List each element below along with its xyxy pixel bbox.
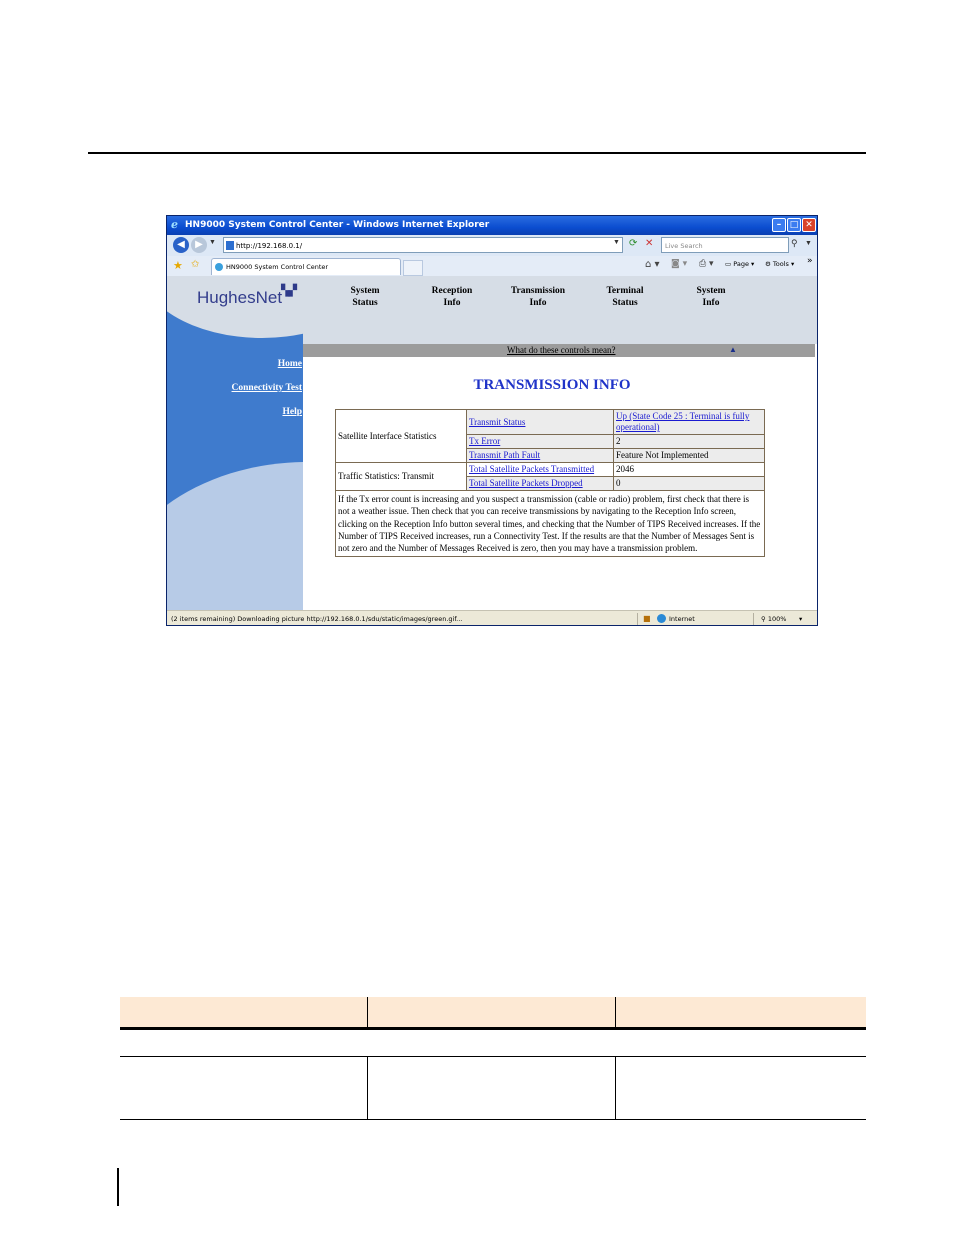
nav-label-line2: Status bbox=[352, 298, 378, 308]
packets-transmitted-link[interactable]: Total Satellite Packets Transmitted bbox=[467, 463, 614, 477]
feeds-icon[interactable]: ◙ ▾ bbox=[671, 259, 688, 269]
doc-table-row-rule bbox=[120, 1056, 866, 1057]
search-placeholder: Live Search bbox=[665, 242, 703, 250]
packets-transmitted-value: 2046 bbox=[614, 463, 765, 477]
stop-icon[interactable]: ✕ bbox=[645, 238, 654, 249]
transmit-status-link[interactable]: Transmit Status bbox=[467, 410, 614, 435]
troubleshooting-note: If the Tx error count is increasing and you suspect a transmission (cable or radio) problem, first check that there is not a weather issue. Then check that you can receive transmissions by navigating to the Reception Info screen, clicking on the Reception Info button several times, and checking that the Number of TIPS Received increases. If the Number of TIPS Received increases, run a Connectivity Test. If the results are that the Number of Messages Sent is not zero and the Number of Messages Received is zero, then you may have a transmission problem. bbox=[336, 491, 765, 557]
tab-page-icon bbox=[215, 263, 223, 271]
hughesnet-logo-mark-icon: ▚▞ bbox=[281, 284, 296, 297]
nav-label-line1: System bbox=[696, 286, 726, 296]
packets-dropped-link[interactable]: Total Satellite Packets Dropped bbox=[467, 477, 614, 491]
sidebar-bottom-curve bbox=[167, 462, 303, 610]
security-zone-label: Internet bbox=[669, 615, 695, 623]
status-divider bbox=[753, 613, 754, 626]
nav-label-line1: System bbox=[350, 286, 380, 296]
doc-table-header bbox=[120, 997, 866, 1027]
nav-label-line2: Info bbox=[529, 298, 547, 308]
page-icon bbox=[226, 241, 234, 250]
controls-help-link[interactable]: What do these controls mean? bbox=[507, 345, 616, 355]
transmission-info-table bbox=[335, 409, 765, 557]
doc-table-header-rule bbox=[120, 1027, 866, 1030]
tools-menu-label: Tools bbox=[772, 260, 789, 268]
group-label-traffic: Traffic Statistics: Transmit bbox=[336, 463, 467, 491]
toolbar-overflow-button[interactable]: » bbox=[807, 256, 813, 266]
maximize-button[interactable]: □ bbox=[787, 218, 801, 232]
ie-logo-icon: ℯ bbox=[171, 218, 178, 231]
table-row bbox=[336, 463, 765, 477]
nav-terminal-status[interactable] bbox=[601, 285, 649, 309]
nav-reception-info[interactable] bbox=[427, 285, 477, 309]
search-icon[interactable]: ⚲ bbox=[791, 238, 798, 248]
nav-label-line2: Info bbox=[443, 298, 461, 308]
page-top-rule bbox=[88, 152, 866, 154]
tab-hn9000[interactable] bbox=[211, 258, 401, 275]
browser-titlebar bbox=[167, 216, 818, 235]
hughesnet-logo: HughesNet bbox=[197, 288, 283, 307]
sidebar-link-home[interactable]: Home bbox=[277, 359, 302, 369]
zoom-level[interactable]: ⚲ 100% bbox=[761, 615, 787, 623]
address-text: http://192.168.0.1/ bbox=[236, 242, 303, 250]
internet-zone-icon bbox=[657, 614, 666, 623]
back-button[interactable]: ◀ bbox=[173, 237, 189, 253]
nav-label-line1: Transmission bbox=[510, 286, 566, 296]
sidebar-link-help[interactable]: Help bbox=[282, 407, 302, 417]
nav-transmission-info[interactable] bbox=[505, 285, 571, 309]
doc-table-divider bbox=[367, 997, 368, 1027]
address-dropdown-icon[interactable]: ▼ bbox=[613, 238, 620, 246]
doc-table-divider bbox=[615, 1057, 616, 1119]
table-row bbox=[336, 410, 765, 435]
tx-error-link[interactable]: Tx Error bbox=[467, 435, 614, 449]
status-message: (2 items remaining) Downloading picture http://192.168.0.1/sdu/static/images/green.gif... bbox=[171, 615, 463, 623]
table-row bbox=[336, 491, 765, 557]
doc-table-divider bbox=[367, 1057, 368, 1119]
close-button[interactable]: ✕ bbox=[802, 218, 816, 232]
doc-table-row-rule bbox=[120, 1119, 866, 1120]
page-menu-button[interactable]: ▭ Page ▾ bbox=[725, 260, 755, 268]
home-icon[interactable]: ⌂ ▾ bbox=[645, 259, 660, 270]
window-title: HN9000 System Control Center - Windows Internet Explorer bbox=[185, 220, 490, 230]
doc-table-divider bbox=[615, 997, 616, 1027]
transmit-status-value-link[interactable]: Up (State Code 25 : Terminal is fully operational) bbox=[614, 410, 765, 435]
nav-system-info[interactable] bbox=[687, 285, 735, 309]
zoom-value: 100% bbox=[767, 615, 787, 623]
nav-label-line2: Info bbox=[702, 298, 720, 308]
add-favorites-icon[interactable]: ✩ bbox=[191, 259, 200, 270]
print-icon[interactable]: ⎙ ▾ bbox=[699, 259, 714, 269]
page-margin-bar bbox=[117, 1168, 119, 1206]
page-title: TRANSMISSION INFO bbox=[473, 377, 631, 393]
nav-label-line2: Status bbox=[612, 298, 638, 308]
refresh-icon[interactable]: ⟳ bbox=[629, 238, 638, 249]
status-divider bbox=[637, 613, 638, 626]
protected-mode-icon: ■ bbox=[643, 614, 651, 623]
zoom-dropdown-icon[interactable]: ▾ bbox=[799, 615, 803, 623]
tx-error-value: 2 bbox=[614, 435, 765, 449]
tab-toolbar bbox=[167, 256, 818, 277]
browser-statusbar bbox=[167, 610, 818, 626]
address-toolbar bbox=[167, 235, 818, 257]
address-input[interactable] bbox=[223, 237, 623, 253]
tab-label: HN9000 System Control Center bbox=[226, 263, 329, 271]
browser-window bbox=[166, 215, 818, 626]
transmit-path-fault-value: Feature Not Implemented bbox=[614, 449, 765, 463]
transmit-path-fault-link[interactable]: Transmit Path Fault bbox=[467, 449, 614, 463]
tools-menu-button[interactable]: ⚙ Tools ▾ bbox=[765, 260, 795, 268]
forward-button[interactable]: ▶ bbox=[191, 237, 207, 253]
search-options-dropdown-icon[interactable]: ▼ bbox=[805, 239, 812, 247]
new-tab-button[interactable] bbox=[403, 260, 423, 276]
minimize-button[interactable]: – bbox=[772, 218, 786, 232]
search-input[interactable] bbox=[661, 237, 789, 253]
sidebar-link-connectivity-test[interactable]: Connectivity Test bbox=[231, 383, 302, 393]
page-menu-label: Page bbox=[733, 260, 749, 268]
nav-label-line1: Reception bbox=[431, 286, 473, 296]
web-page bbox=[167, 276, 818, 610]
help-bar-icon: ▲ bbox=[729, 345, 737, 354]
favorites-star-icon[interactable]: ★ bbox=[173, 259, 183, 272]
recent-pages-dropdown-icon[interactable]: ▼ bbox=[209, 238, 216, 246]
group-label-satellite: Satellite Interface Statistics bbox=[336, 410, 467, 463]
nav-label-line1: Terminal bbox=[606, 286, 644, 296]
nav-system-status[interactable] bbox=[342, 285, 388, 309]
packets-dropped-value: 0 bbox=[614, 477, 765, 491]
